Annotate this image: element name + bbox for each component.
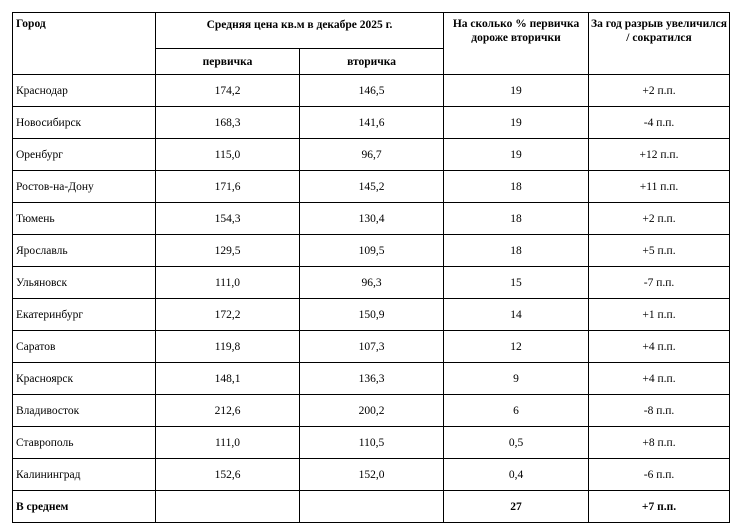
cell-secondary: 96,3 <box>300 267 444 299</box>
cell-primary: 168,3 <box>156 107 300 139</box>
cell-city: Ростов-на-Дону <box>13 171 156 203</box>
cell-pct: 0,5 <box>444 427 589 459</box>
table-row <box>13 203 730 235</box>
cell-change: +4 п.п. <box>589 363 730 395</box>
table-row <box>13 395 730 427</box>
cell-primary: 129,5 <box>156 235 300 267</box>
cell-primary: 111,0 <box>156 427 300 459</box>
cell-change: -4 п.п. <box>589 107 730 139</box>
table-row <box>13 139 730 171</box>
cell-secondary: 109,5 <box>300 235 444 267</box>
table-row <box>13 427 730 459</box>
cell-pct: 18 <box>444 235 589 267</box>
cell-city: Екатеринбург <box>13 299 156 331</box>
cell-pct: 18 <box>444 203 589 235</box>
cell-secondary: 136,3 <box>300 363 444 395</box>
cell-secondary: 200,2 <box>300 395 444 427</box>
cell-city: Тюмень <box>13 203 156 235</box>
cell-pct: 18 <box>444 171 589 203</box>
cell-secondary: 150,9 <box>300 299 444 331</box>
cell-secondary: 130,4 <box>300 203 444 235</box>
header-secondary: вторичка <box>300 49 444 75</box>
table-row <box>13 235 730 267</box>
cell-city: Ульяновск <box>13 267 156 299</box>
cell-change: +12 п.п. <box>589 139 730 171</box>
total-change: +7 п.п. <box>589 491 730 523</box>
cell-change: +1 п.п. <box>589 299 730 331</box>
cell-change: -6 п.п. <box>589 459 730 491</box>
cell-city: Ярославль <box>13 235 156 267</box>
table-row <box>13 75 730 107</box>
cell-primary: 154,3 <box>156 203 300 235</box>
cell-city: Оренбург <box>13 139 156 171</box>
table-row <box>13 171 730 203</box>
cell-city: Ставрополь <box>13 427 156 459</box>
cell-pct: 14 <box>444 299 589 331</box>
cell-pct: 6 <box>444 395 589 427</box>
cell-secondary: 146,5 <box>300 75 444 107</box>
cell-city: Калининград <box>13 459 156 491</box>
cell-secondary: 141,6 <box>300 107 444 139</box>
cell-change: -8 п.п. <box>589 395 730 427</box>
header-pct-diff: На сколько % первичка дороже вторички <box>444 13 589 75</box>
header-avg-price: Средняя цена кв.м в декабре 2025 г. <box>156 13 444 49</box>
table-row <box>13 363 730 395</box>
cell-primary: 111,0 <box>156 267 300 299</box>
table-row <box>13 107 730 139</box>
cell-change: -7 п.п. <box>589 267 730 299</box>
cell-secondary: 145,2 <box>300 171 444 203</box>
cell-primary: 148,1 <box>156 363 300 395</box>
cell-secondary: 110,5 <box>300 427 444 459</box>
header-city: Город <box>13 13 156 75</box>
cell-secondary: 96,7 <box>300 139 444 171</box>
cell-change: +4 п.п. <box>589 331 730 363</box>
cell-secondary: 107,3 <box>300 331 444 363</box>
cell-pct: 15 <box>444 267 589 299</box>
cell-secondary: 152,0 <box>300 459 444 491</box>
cell-primary: 174,2 <box>156 75 300 107</box>
total-secondary <box>300 491 444 523</box>
cell-pct: 19 <box>444 75 589 107</box>
cell-change: +11 п.п. <box>589 171 730 203</box>
cell-change: +2 п.п. <box>589 75 730 107</box>
cell-city: Красноярск <box>13 363 156 395</box>
cell-pct: 19 <box>444 107 589 139</box>
cell-primary: 171,6 <box>156 171 300 203</box>
cell-city: Саратов <box>13 331 156 363</box>
cell-pct: 0,4 <box>444 459 589 491</box>
cell-pct: 19 <box>444 139 589 171</box>
cell-pct: 12 <box>444 331 589 363</box>
cell-change: +2 п.п. <box>589 203 730 235</box>
cell-city: Краснодар <box>13 75 156 107</box>
cell-primary: 172,2 <box>156 299 300 331</box>
price-comparison-table <box>12 12 730 523</box>
header-primary: первичка <box>156 49 300 75</box>
cell-city: Новосибирск <box>13 107 156 139</box>
cell-primary: 212,6 <box>156 395 300 427</box>
total-pct: 27 <box>444 491 589 523</box>
total-primary <box>156 491 300 523</box>
cell-primary: 119,8 <box>156 331 300 363</box>
cell-pct: 9 <box>444 363 589 395</box>
cell-city: Владивосток <box>13 395 156 427</box>
header-gap-change: За год разрыв увеличился / сократился <box>589 13 730 75</box>
table-row <box>13 331 730 363</box>
total-row <box>13 491 730 523</box>
total-label: В среднем <box>13 491 156 523</box>
table-row <box>13 267 730 299</box>
table-row <box>13 459 730 491</box>
cell-primary: 115,0 <box>156 139 300 171</box>
cell-change: +8 п.п. <box>589 427 730 459</box>
table-row <box>13 299 730 331</box>
table-body <box>13 75 730 523</box>
cell-primary: 152,6 <box>156 459 300 491</box>
cell-change: +5 п.п. <box>589 235 730 267</box>
